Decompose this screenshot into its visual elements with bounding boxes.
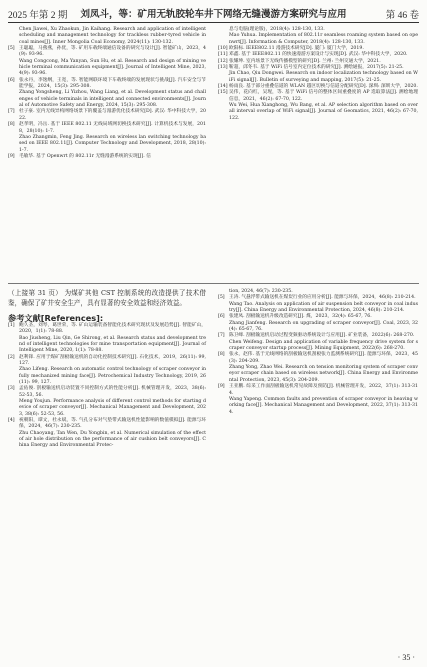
reference-number: [7] — [8, 109, 15, 115]
reference-entry — [8, 122, 206, 135]
reference-number: [1] — [8, 322, 15, 328]
reference-text: 孟佑俊. 刮板输送机启动装置不同控制方式的性能分析[J]. 机械管理开发，2023，38(6): 52-53, 56. — [19, 386, 206, 398]
volume-label: 第 46 卷 — [385, 11, 419, 21]
reference-english: Wu Wei, Hua Xianghong, Wu Bang, et al. AP selection algorithm based on overall interval overlap of WiFi signal[J]. Journal of Geomatics, 2021, 46(2): 67-70, 122. — [229, 103, 418, 121]
reference-english: Chen Weifeng. Design and application of variable frequency drive system for scraper conveyor startup process[J]. Mining Equipment, 2022(6): 268-270. — [229, 339, 418, 352]
reference-number: [9] — [218, 384, 225, 390]
header-rule — [8, 22, 419, 23]
reference-english: Jin Chao, Qiu Dongwei. Research on indoor localization technology based on WiFi signal[J]. Bulletin of surveying and mapping, 2017(5): 21-25. — [229, 71, 418, 83]
reference-number: [11] — [218, 52, 228, 58]
page-number: · 35 · — [397, 653, 415, 662]
reference-number: [6] — [8, 77, 15, 83]
reference-text: 吴伟，花向红，吴瑆，等. 基于 WiFi 信号的整体区间重叠度的 AP 选取算法[J]. 测绘地理信息，2021，46(2): 67-70, 122. — [229, 90, 418, 102]
reference-entry — [218, 333, 418, 339]
reference-entry — [8, 46, 206, 59]
reference-text: 鲍久圣，刘琴，葛世荣，等. 矿山运输装备智能化技术研究现状及发展趋势[J]. 智能矿山，2020，1(1): 78-88. — [19, 322, 206, 335]
reference-number: [9] — [8, 153, 15, 159]
lower-left-column — [8, 289, 206, 450]
reference-text: 欧阳标. IEEE802.11 漫游技术研究[D]. 厦门: 厦门大学，2019. — [229, 46, 364, 52]
reference-english: Chen Jiawei, Xu Zhaokun, Jin Kaihang. Research and application of intelligent scheduling and management technology for trackless rubber-tyred vehicle in coal mines[J]. Inner Mongolia Coal Economy, 2024(11): 130-132. — [19, 27, 206, 45]
reference-number: [10] — [218, 46, 228, 52]
lower-right-reference-column — [218, 289, 418, 416]
reference-english: 息与电脑(理论版)，2018(4): 128-130, 133. — [229, 27, 325, 32]
reference-text: 毛敏华. 基于 Openwrt 的 802.11r 无缝漫游系统的实现[J]. 信 — [19, 153, 151, 159]
reference-entry — [218, 352, 418, 365]
reference-text: 王聪聪，马燕燕，孙优，等. 矿用车载终端通信设备的研究与设计[J]. 智能矿山，2023，4(9): 93-96. — [19, 46, 206, 58]
reference-text: 祝朝阳，谭文，杜永斌，等. 气孔分布对气垫带式输送机性能影响的数值模拟[J]. 能源与环保，2024，46(7): 230-235. — [19, 418, 206, 430]
reference-text: 张永，赵伟. 基于无线网络的刮板输送机刮板张力监测系统研究[J]. 能源与环保，2023，45(3): 204-209. — [229, 352, 418, 364]
reference-entry — [8, 323, 206, 336]
reference-text: 赵孝明，冯岳. 基于 IEEE 802.11 无线局域网切换技术研究[J]. 计算机技术与发展，2018，28(10): 1-7. — [19, 122, 206, 134]
reference-number: [12] — [218, 58, 228, 64]
upper-left-reference-column — [8, 27, 206, 160]
upper-right-reference-column — [218, 27, 418, 122]
reference-entry — [8, 386, 206, 399]
reference-entry — [8, 78, 206, 91]
reference-english: Wang Yapeng. Common faults and prevention of scraper conveyor in heaving working face[J]. Mechanical Management and Development, 2022, 37(1): 313-314. — [229, 396, 418, 415]
reference-english: Bao Jiusheng, Liu Qin, Ge Shirong, et al. Research status and development trend of intelligent technologies for mine transportation equipment[J]. Journal of Intelligent Mine, 2020, 1(1): 78-88. — [19, 335, 206, 354]
reference-text: 张耀坤. 室内场景下无线传播模型的研究[D]. 兰州: 兰州交通大学，2021. — [229, 58, 381, 64]
reference-english: Wang Tao. Analysis on application of air suspension belt conveyor in coal industry[J]. China Energy and Environmental Protection, 2024, 46(8): 210-214. — [229, 301, 418, 314]
reference-entry — [8, 355, 206, 368]
reference-english: Zhang Yong, Zhao Wei. Research on tension monitoring system of scraper conveyor scraper chain based on wireless network[J]. China Energy and Environmental Protection, 2023, 45(3): 204-209. — [229, 365, 418, 383]
reference-entry — [8, 109, 206, 122]
reference-number: [8] — [218, 352, 225, 358]
reference-number: [14] — [218, 84, 228, 90]
reference-number: [8] — [8, 122, 15, 128]
reference-text: 王亚鹏. 综采工作面刮板输送机常见故障及预防[J]. 机械管理开发，2022，37(1): 313-314. — [229, 384, 418, 396]
reference-english: Mao Yuhua. Implementation of 802.11r seamless roaming system based on openwrt[J]. Information & Computer, 2018(4): 128-130, 133. — [229, 33, 418, 45]
reference-text: 王涛. 气悬浮带式输送机在煤炭行业的应用分析[J]. 能源与环保，2024，46(8): 210-214. — [229, 295, 416, 301]
reference-text: 陈卫峰. 刮板输送机启动过程变频驱动系统设计与应用[J]. 矿业装备，2022(6): 268-270. — [229, 333, 415, 339]
reference-number: [2] — [8, 354, 15, 360]
reference-entry — [218, 90, 418, 103]
reference-number: [7] — [218, 333, 225, 339]
issue-label: 2025 年第 2 期 — [8, 11, 68, 21]
reference-english: tion, 2024, 46(7): 230-235. — [229, 289, 293, 294]
reference-number: [6] — [218, 314, 225, 320]
reference-text: 赵利锋. 应用于煤矿刮板输送机的自动化控制技术研究[J]. 石化技术，2019，26(11): 99, 127. — [19, 354, 206, 366]
reference-english: Zhang Yongsheng, Li Yizhou, Wang Liang, et al. Development status and challenges of vehicle terminals in intelligent and connected environments[J]. Journal of Automotive Safety and Energy, 2024, 15(3): 295-308. — [19, 90, 206, 109]
reference-entry — [218, 295, 418, 301]
reference-text: 邓鑫. 基于 IEEE802.11 的快速漫游方案设计与实现[D]. 武汉: 华中科技大学，2020. — [229, 52, 408, 58]
lower-left-reference-list — [8, 323, 206, 450]
reference-number: [3] — [8, 386, 15, 392]
reference-text: 杨雨良. 基于部分重叠信道的 WLAN 越区切换与信道分配研究[D]. 深圳: 深圳大学，2020. — [229, 84, 418, 90]
continuation-paragraph: （上接第 31 页） 为煤矿其他 CST 控制系统的改造提供了技术借鉴，确保了矿井安全生产，具有显著的安全效益和经济效益。 — [8, 289, 206, 307]
reference-number: [13] — [218, 65, 228, 71]
reference-entry — [218, 314, 418, 320]
reference-number: [4] — [8, 418, 15, 424]
reference-number: [5] — [8, 46, 15, 52]
reference-text: 杜子豪. 室内无线异构网络场景下的覆盖与漫游优化技术研究[D]. 武汉: 华中科技大学，2022. — [19, 109, 206, 121]
reference-number: [5] — [218, 295, 225, 301]
section-divider — [8, 283, 419, 284]
reference-text: 张永丹，李逸纲，王宽，等. 智能网联环境下车载终端的发展现状与挑战[J]. 汽车安全与节能学报，2024，15(3): 295-308. — [19, 77, 206, 90]
reference-english: Zhao Lifeng. Research on automatic control technology of scraper conveyor in fully mechanized mining face[J]. Petrochemical Industry Technology, 2019, 26(11): 99, 127. — [19, 367, 206, 386]
reference-text: 张建凤. 刮板输送机升级改造研究[J]. 煤，2023，32(4): 65-67, 76. — [229, 314, 372, 320]
reference-number: [15] — [218, 90, 228, 96]
reference-entry — [218, 384, 418, 397]
reference-entry — [8, 154, 206, 160]
running-title: 刘凤斗，等：矿用无轨胶轮车井下网络无缝漫游方案研究与应用 — [80, 9, 347, 20]
reference-english: Zhao Zhangmin, Feng Jing. Research on wireless lan switching technology based on IEEE 802.11[J]. Computer Technology and Development, 2018, 28(10): 1-7. — [19, 134, 206, 153]
reference-entry — [8, 418, 206, 431]
references-heading: 参考文献[References]: — [8, 312, 104, 323]
reference-english: Wang Congcong, Ma Yanyan, Sun Hu, et al. Research and design of mining vehicle terminal communication equipment[J]. Journal of Intelligent Mine, 2023, 4(9): 93-96. — [19, 58, 206, 77]
reference-english: Zhu Chaoyang, Tan Wen, Du Yongbin, et al. Numerical simulation of the effect of air hole distribution on the performance of air cushion belt conveyors[J]. China Energy and Environmental Protec- — [19, 430, 206, 449]
reference-english: Zhang Jianfeng. Research on upgrading of scraper conveyor[J]. Coal, 2023, 32(4): 65-67, 76. — [229, 320, 418, 333]
reference-text: 靳超，邱冬韦. 基于 WiFi 信号室内定位技术的研究[J]. 测绘通报，2017(5): 21-25. — [229, 65, 404, 71]
reference-english: Meng Youjun. Performance analysis of different control methods for starting device of scraper conveyor[J]. Mechanical Management and Development, 2023, 38(6): 52-53, 56. — [19, 399, 206, 417]
